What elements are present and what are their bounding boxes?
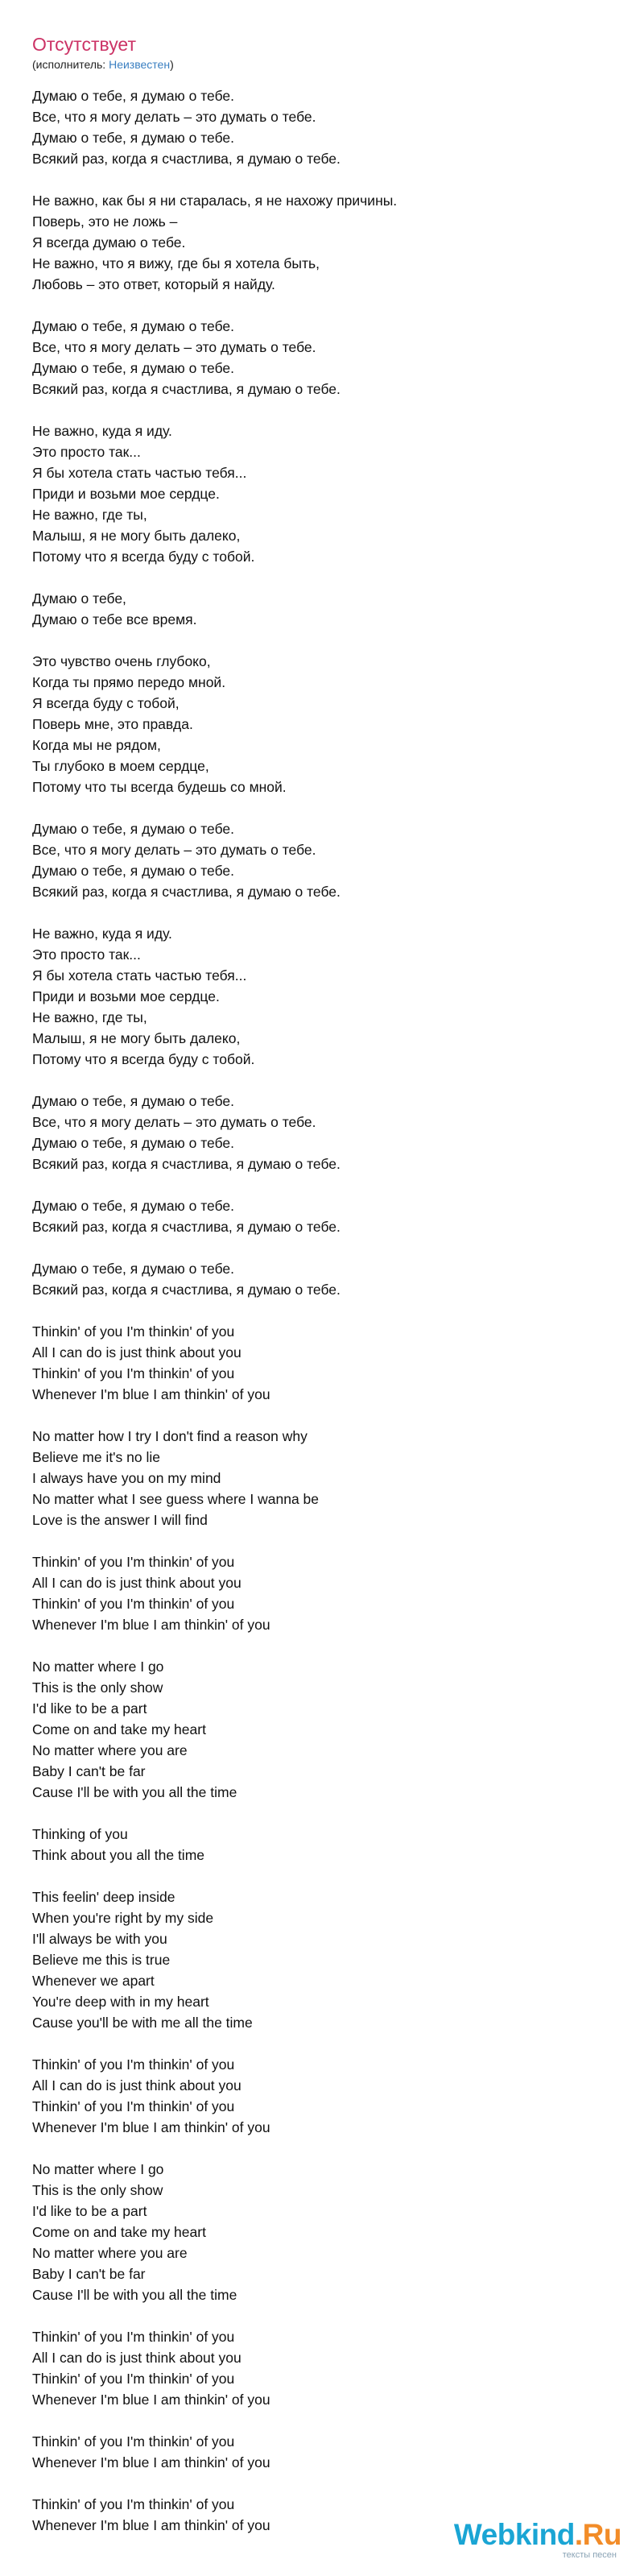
performer-line — [32, 56, 174, 72]
lyrics-stanza — [32, 316, 612, 400]
lyric-line: This is the only show — [32, 2182, 163, 2198]
lyric-line: Это просто так... — [32, 444, 141, 460]
lyric-line: I'd like to be a part — [32, 1700, 147, 1717]
lyric-line: Thinking of you — [32, 1826, 128, 1842]
lyric-line: Я всегда буду с тобой, — [32, 695, 180, 711]
lyrics-stanza — [32, 420, 612, 567]
lyric-line: Это просто так... — [32, 946, 141, 963]
lyric-line: I always have you on my mind — [32, 1470, 221, 1486]
lyric-line: Thinkin' of you I'm thinkin' of you — [32, 2056, 235, 2073]
lyric-line: All I can do is just think about you — [32, 2077, 242, 2094]
lyric-line: Thinkin' of you I'm thinkin' of you — [32, 2371, 235, 2387]
lyric-line: Thinkin' of you I'm thinkin' of you — [32, 1554, 235, 1570]
lyric-line: No matter where I go — [32, 2161, 164, 2177]
lyric-line: All I can do is just think about you — [32, 1344, 242, 1360]
lyric-line: Поверь, это не ложь – — [32, 213, 178, 230]
lyrics-stanza — [32, 2326, 612, 2410]
lyric-line: All I can do is just think about you — [32, 1575, 242, 1591]
lyric-line: Cause I'll be with you all the time — [32, 1784, 237, 1800]
lyric-line: All I can do is just think about you — [32, 2350, 242, 2366]
lyric-line: You're deep with in my heart — [32, 1994, 209, 2010]
lyric-line: No matter where you are — [32, 1742, 188, 1758]
lyric-line: Всякий раз, когда я счастлива, я думаю о тебе. — [32, 151, 341, 167]
lyric-line: Потому что ты всегда будешь со мной. — [32, 779, 287, 795]
lyric-line: Thinkin' of you I'm thinkin' of you — [32, 2329, 235, 2345]
lyric-line: Думаю о тебе, я думаю о тебе. — [32, 863, 234, 879]
performer-suffix: ) — [170, 58, 174, 71]
lyric-line: Cause I'll be with you all the time — [32, 2287, 237, 2303]
lyrics-stanza — [32, 1091, 612, 1174]
lyric-line: Когда ты прямо передо мной. — [32, 674, 226, 690]
performer-prefix: (исполнитель: — [32, 58, 109, 71]
lyric-line: Я всегда думаю о тебе. — [32, 234, 186, 251]
lyric-line: Всякий раз, когда я счастлива, я думаю о тебе. — [32, 1156, 341, 1172]
lyric-line: Думаю о тебе, — [32, 590, 126, 607]
lyric-line: Это чувство очень глубоко, — [32, 653, 211, 669]
lyric-line: Думаю о тебе, я думаю о тебе. — [32, 130, 234, 146]
lyric-line: Всякий раз, когда я счастлива, я думаю о тебе. — [32, 381, 341, 397]
lyric-line: Whenever we apart — [32, 1973, 155, 1989]
lyric-line: Believe me this is true — [32, 1952, 171, 1968]
lyric-line: Не важно, как бы я ни старалась, я не нахожу причины. — [32, 193, 398, 209]
lyric-line: Thinkin' of you I'm thinkin' of you — [32, 1323, 235, 1340]
lyric-line: Thinkin' of you I'm thinkin' of you — [32, 2098, 235, 2114]
lyric-line: Believe me it's no lie — [32, 1449, 160, 1465]
lyric-line: No matter how I try I don't find a reason why — [32, 1428, 308, 1444]
lyric-line: Потому что я всегда буду с тобой. — [32, 549, 255, 565]
lyrics-stanza — [32, 1551, 612, 1635]
lyric-line: Baby I can't be far — [32, 2266, 146, 2282]
lyric-line: Thinkin' of you I'm thinkin' of you — [32, 1365, 235, 1381]
lyrics-stanza — [32, 1824, 612, 1866]
lyrics-stanza — [32, 1426, 612, 1530]
lyric-line: Thinkin' of you I'm thinkin' of you — [32, 2496, 235, 2512]
lyric-line: Cause you'll be with me all the time — [32, 2015, 253, 2031]
lyric-line: Whenever I'm blue I am thinkin' of you — [32, 2454, 270, 2470]
lyric-line: No matter what I see guess where I wanna be — [32, 1491, 320, 1507]
lyric-line: Поверь мне, это правда. — [32, 716, 193, 732]
brand-name-main: Webkind — [453, 2518, 575, 2551]
lyric-line: Всякий раз, когда я счастлива, я думаю о тебе. — [32, 1219, 341, 1235]
lyric-line: This is the only show — [32, 1679, 163, 1696]
lyric-line: Все, что я могу делать – это думать о тебе. — [32, 842, 316, 858]
lyrics-stanza — [32, 818, 612, 902]
lyric-line: Думаю о тебе, я думаю о тебе. — [32, 821, 234, 837]
lyric-line: Все, что я могу делать – это думать о тебе. — [32, 109, 316, 125]
lyric-line: Приди и возьми мое сердце. — [32, 988, 220, 1004]
brand-name-tld: .Ru — [574, 2518, 621, 2551]
lyric-line: Whenever I'm blue I am thinkin' of you — [32, 2392, 270, 2408]
song-title: Отсутствует — [32, 34, 136, 55]
lyric-line: Думаю о тебе, я думаю о тебе. — [32, 360, 234, 376]
lyric-line: Думаю о тебе, я думаю о тебе. — [32, 318, 234, 334]
lyric-line: Не важно, где ты, — [32, 1009, 147, 1025]
lyric-line: Whenever I'm blue I am thinkin' of you — [32, 2517, 270, 2533]
lyrics-stanza — [32, 85, 612, 169]
lyric-line: Думаю о тебе, я думаю о тебе. — [32, 1135, 234, 1151]
lyric-line: Приди и возьми мое сердце. — [32, 486, 220, 502]
lyric-line: Малыш, я не могу быть далеко, — [32, 1030, 241, 1046]
lyric-line: Все, что я могу делать – это думать о тебе. — [32, 1114, 316, 1130]
lyric-line: Ты глубоко в моем сердце, — [32, 758, 209, 774]
lyric-line: Я бы хотела стать частью тебя... — [32, 967, 247, 984]
lyric-line: Thinkin' of you I'm thinkin' of you — [32, 2433, 235, 2450]
lyric-line: Когда мы не рядом, — [32, 737, 161, 753]
lyric-line: Thinkin' of you I'm thinkin' of you — [32, 1596, 235, 1612]
lyrics-stanza — [32, 190, 612, 295]
lyrics-stanza — [32, 1258, 612, 1300]
lyrics-stanza — [32, 1195, 612, 1237]
lyric-line: Думаю о тебе, я думаю о тебе. — [32, 1261, 234, 1277]
webkind-logo[interactable] — [440, 2519, 621, 2559]
lyric-line: Не важно, куда я иду. — [32, 926, 172, 942]
lyric-line: No matter where I go — [32, 1659, 164, 1675]
lyric-line: Baby I can't be far — [32, 1763, 146, 1779]
lyric-line: Всякий раз, когда я счастлива, я думаю о тебе. — [32, 884, 341, 900]
lyrics-stanza — [32, 2054, 612, 2138]
lyric-line: Think about you all the time — [32, 1847, 205, 1863]
lyric-line: Потому что я всегда буду с тобой. — [32, 1051, 255, 1067]
lyric-line: Love is the answer I will find — [32, 1512, 208, 1528]
lyric-line: No matter where you are — [32, 2245, 188, 2261]
performer-link[interactable]: Неизвестен — [109, 58, 171, 71]
lyric-line: Думаю о тебе, я думаю о тебе. — [32, 1198, 234, 1214]
brand-name — [454, 2519, 621, 2551]
lyric-line: Не важно, что я вижу, где бы я хотела быть, — [32, 255, 320, 271]
lyrics-stanza — [32, 588, 612, 630]
lyric-line: Малыш, я не могу быть далеко, — [32, 528, 241, 544]
lyric-line: Всякий раз, когда я счастлива, я думаю о тебе. — [32, 1282, 341, 1298]
lyric-line: Я бы хотела стать частью тебя... — [32, 465, 247, 481]
lyrics-stanza — [32, 651, 612, 797]
lyric-line: Come on and take my heart — [32, 2224, 206, 2240]
lyrics-stanza — [32, 1321, 612, 1405]
lyric-line: Whenever I'm blue I am thinkin' of you — [32, 1617, 270, 1633]
lyrics-stanza — [32, 923, 612, 1070]
lyric-line: Whenever I'm blue I am thinkin' of you — [32, 1386, 270, 1402]
lyric-line: Думаю о тебе, я думаю о тебе. — [32, 1093, 234, 1109]
lyric-line: When you're right by my side — [32, 1910, 214, 1926]
lyrics-stanza — [32, 2159, 612, 2305]
lyric-line: Come on and take my heart — [32, 1721, 206, 1737]
lyric-line: This feelin' deep inside — [32, 1889, 175, 1905]
lyrics-stanza — [32, 2431, 612, 2473]
lyric-line: Все, что я могу делать – это думать о тебе. — [32, 339, 316, 355]
lyrics-stanza — [32, 1656, 612, 1803]
lyrics-stanza — [32, 1886, 612, 2033]
lyric-line: Думаю о тебе все время. — [32, 611, 197, 627]
lyrics-body — [32, 85, 612, 2557]
lyric-line: I'd like to be a part — [32, 2203, 147, 2219]
lyric-line: Любовь – это ответ, который я найду. — [32, 276, 275, 292]
lyric-line: Не важно, где ты, — [32, 507, 147, 523]
lyric-line: I'll always be with you — [32, 1931, 167, 1947]
lyric-line: Не важно, куда я иду. — [32, 423, 172, 439]
lyric-line: Думаю о тебе, я думаю о тебе. — [32, 88, 234, 104]
brand-tagline: тексты песен — [562, 2550, 617, 2560]
lyric-line: Whenever I'm blue I am thinkin' of you — [32, 2119, 270, 2135]
